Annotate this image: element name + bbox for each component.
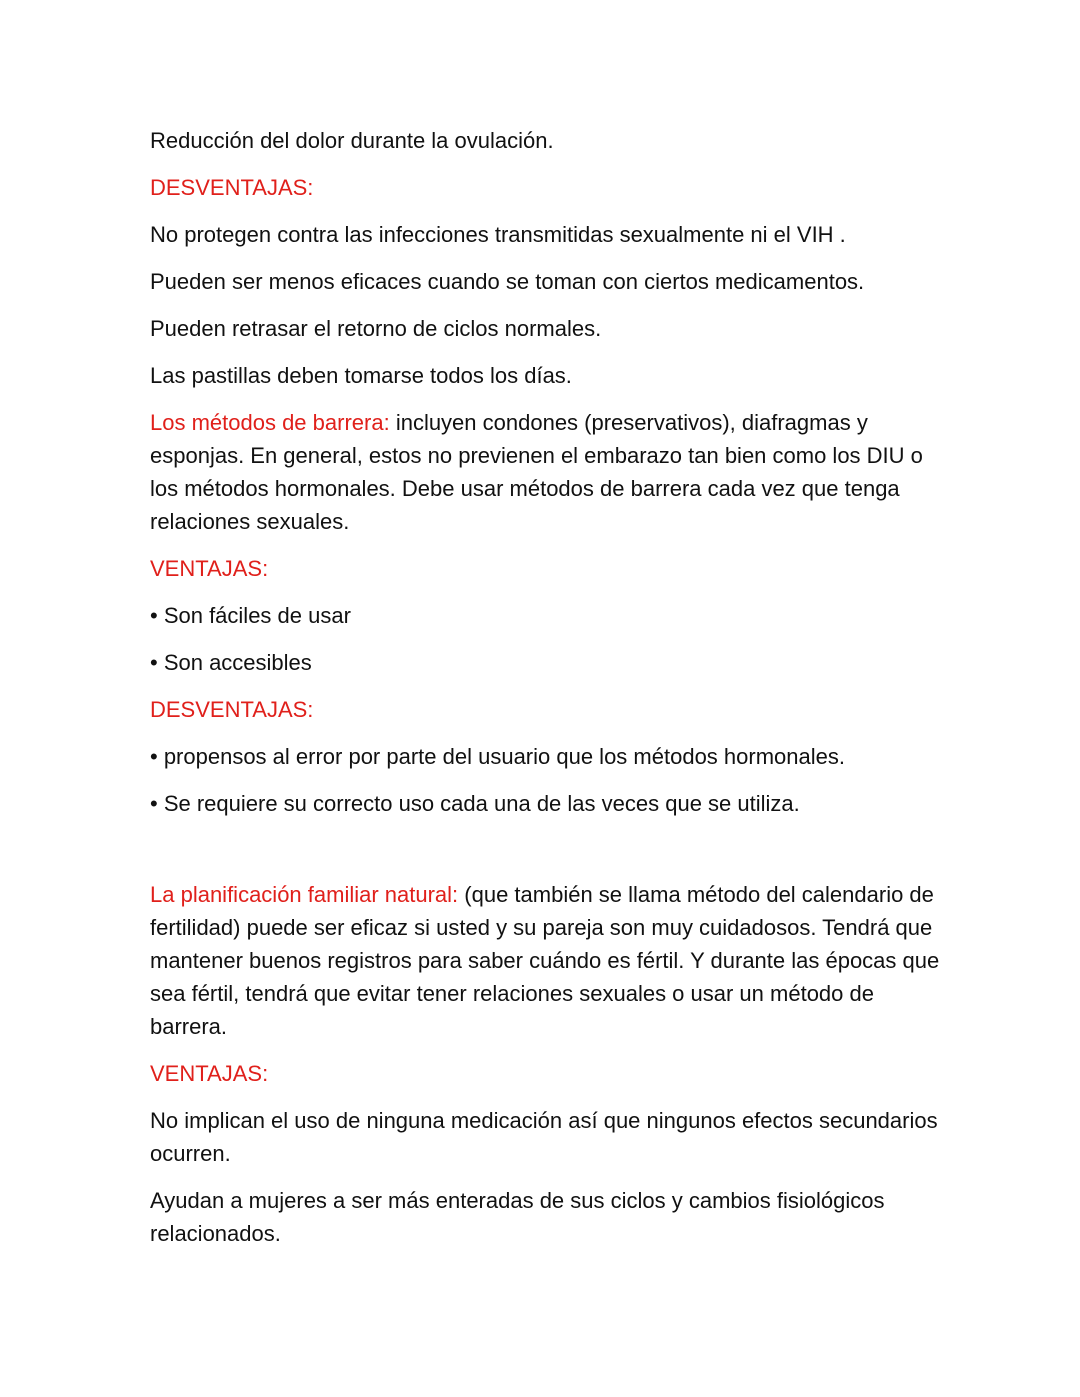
barrier-paragraph — [150, 406, 950, 538]
natural-advantage-item: Ayudan a mujeres a ser más enteradas de sus ciclos y cambios fisiológicos relacionados. — [150, 1188, 885, 1246]
barrier-advantage-item: • Son accesibles — [150, 650, 312, 675]
barrier-heading: Los métodos de barrera: — [150, 410, 390, 435]
hormonal-disadvantage-item: Pueden ser menos eficaces cuando se toman con ciertos medicamentos. — [150, 269, 865, 294]
barrier-advantages-label: VENTAJAS: — [150, 556, 269, 581]
barrier-disadvantage-item: • propensos al error por parte del usuario que los métodos hormonales. — [150, 744, 845, 769]
natural-paragraph — [150, 878, 950, 1043]
section-spacer — [150, 834, 950, 878]
barrier-advantage-item: • Son fáciles de usar — [150, 603, 351, 628]
natural-advantage-item: No implican el uso de ninguna medicación así que ningunos efectos secundarios ocurren. — [150, 1108, 938, 1166]
natural-body: (que también se llama método del calendario de fertilidad) puede ser eficaz si usted y su pareja son muy cuidadosos. Tendrá que mantener buenos registros para saber cuándo es fértil. Y durante las épocas que sea fértil, tendrá que evitar tener relaciones sexuales o usar un método de barrera. — [150, 882, 940, 1039]
hormonal-disadvantages-label: DESVENTAJAS: — [150, 175, 314, 200]
hormonal-disadvantage-item: No protegen contra las infecciones transmitidas sexualmente ni el VIH . — [150, 222, 846, 247]
document-page — [150, 124, 950, 1264]
hormonal-benefit-line: Reducción del dolor durante la ovulación. — [150, 128, 554, 153]
hormonal-disadvantage-item: Las pastillas deben tomarse todos los días. — [150, 363, 572, 388]
hormonal-disadvantage-item: Pueden retrasar el retorno de ciclos normales. — [150, 316, 602, 341]
barrier-disadvantages-label: DESVENTAJAS: — [150, 697, 314, 722]
natural-heading: La planificación familiar natural: — [150, 882, 459, 907]
natural-advantages-label: VENTAJAS: — [150, 1061, 269, 1086]
barrier-body: incluyen condones (preservativos), diafragmas y esponjas. En general, estos no previenen el embarazo tan bien como los DIU o los métodos hormonales. Debe usar métodos de barrera cada vez que tenga relaciones sexuales. — [150, 410, 923, 534]
barrier-disadvantage-item: • Se requiere su correcto uso cada una de las veces que se utiliza. — [150, 791, 800, 816]
